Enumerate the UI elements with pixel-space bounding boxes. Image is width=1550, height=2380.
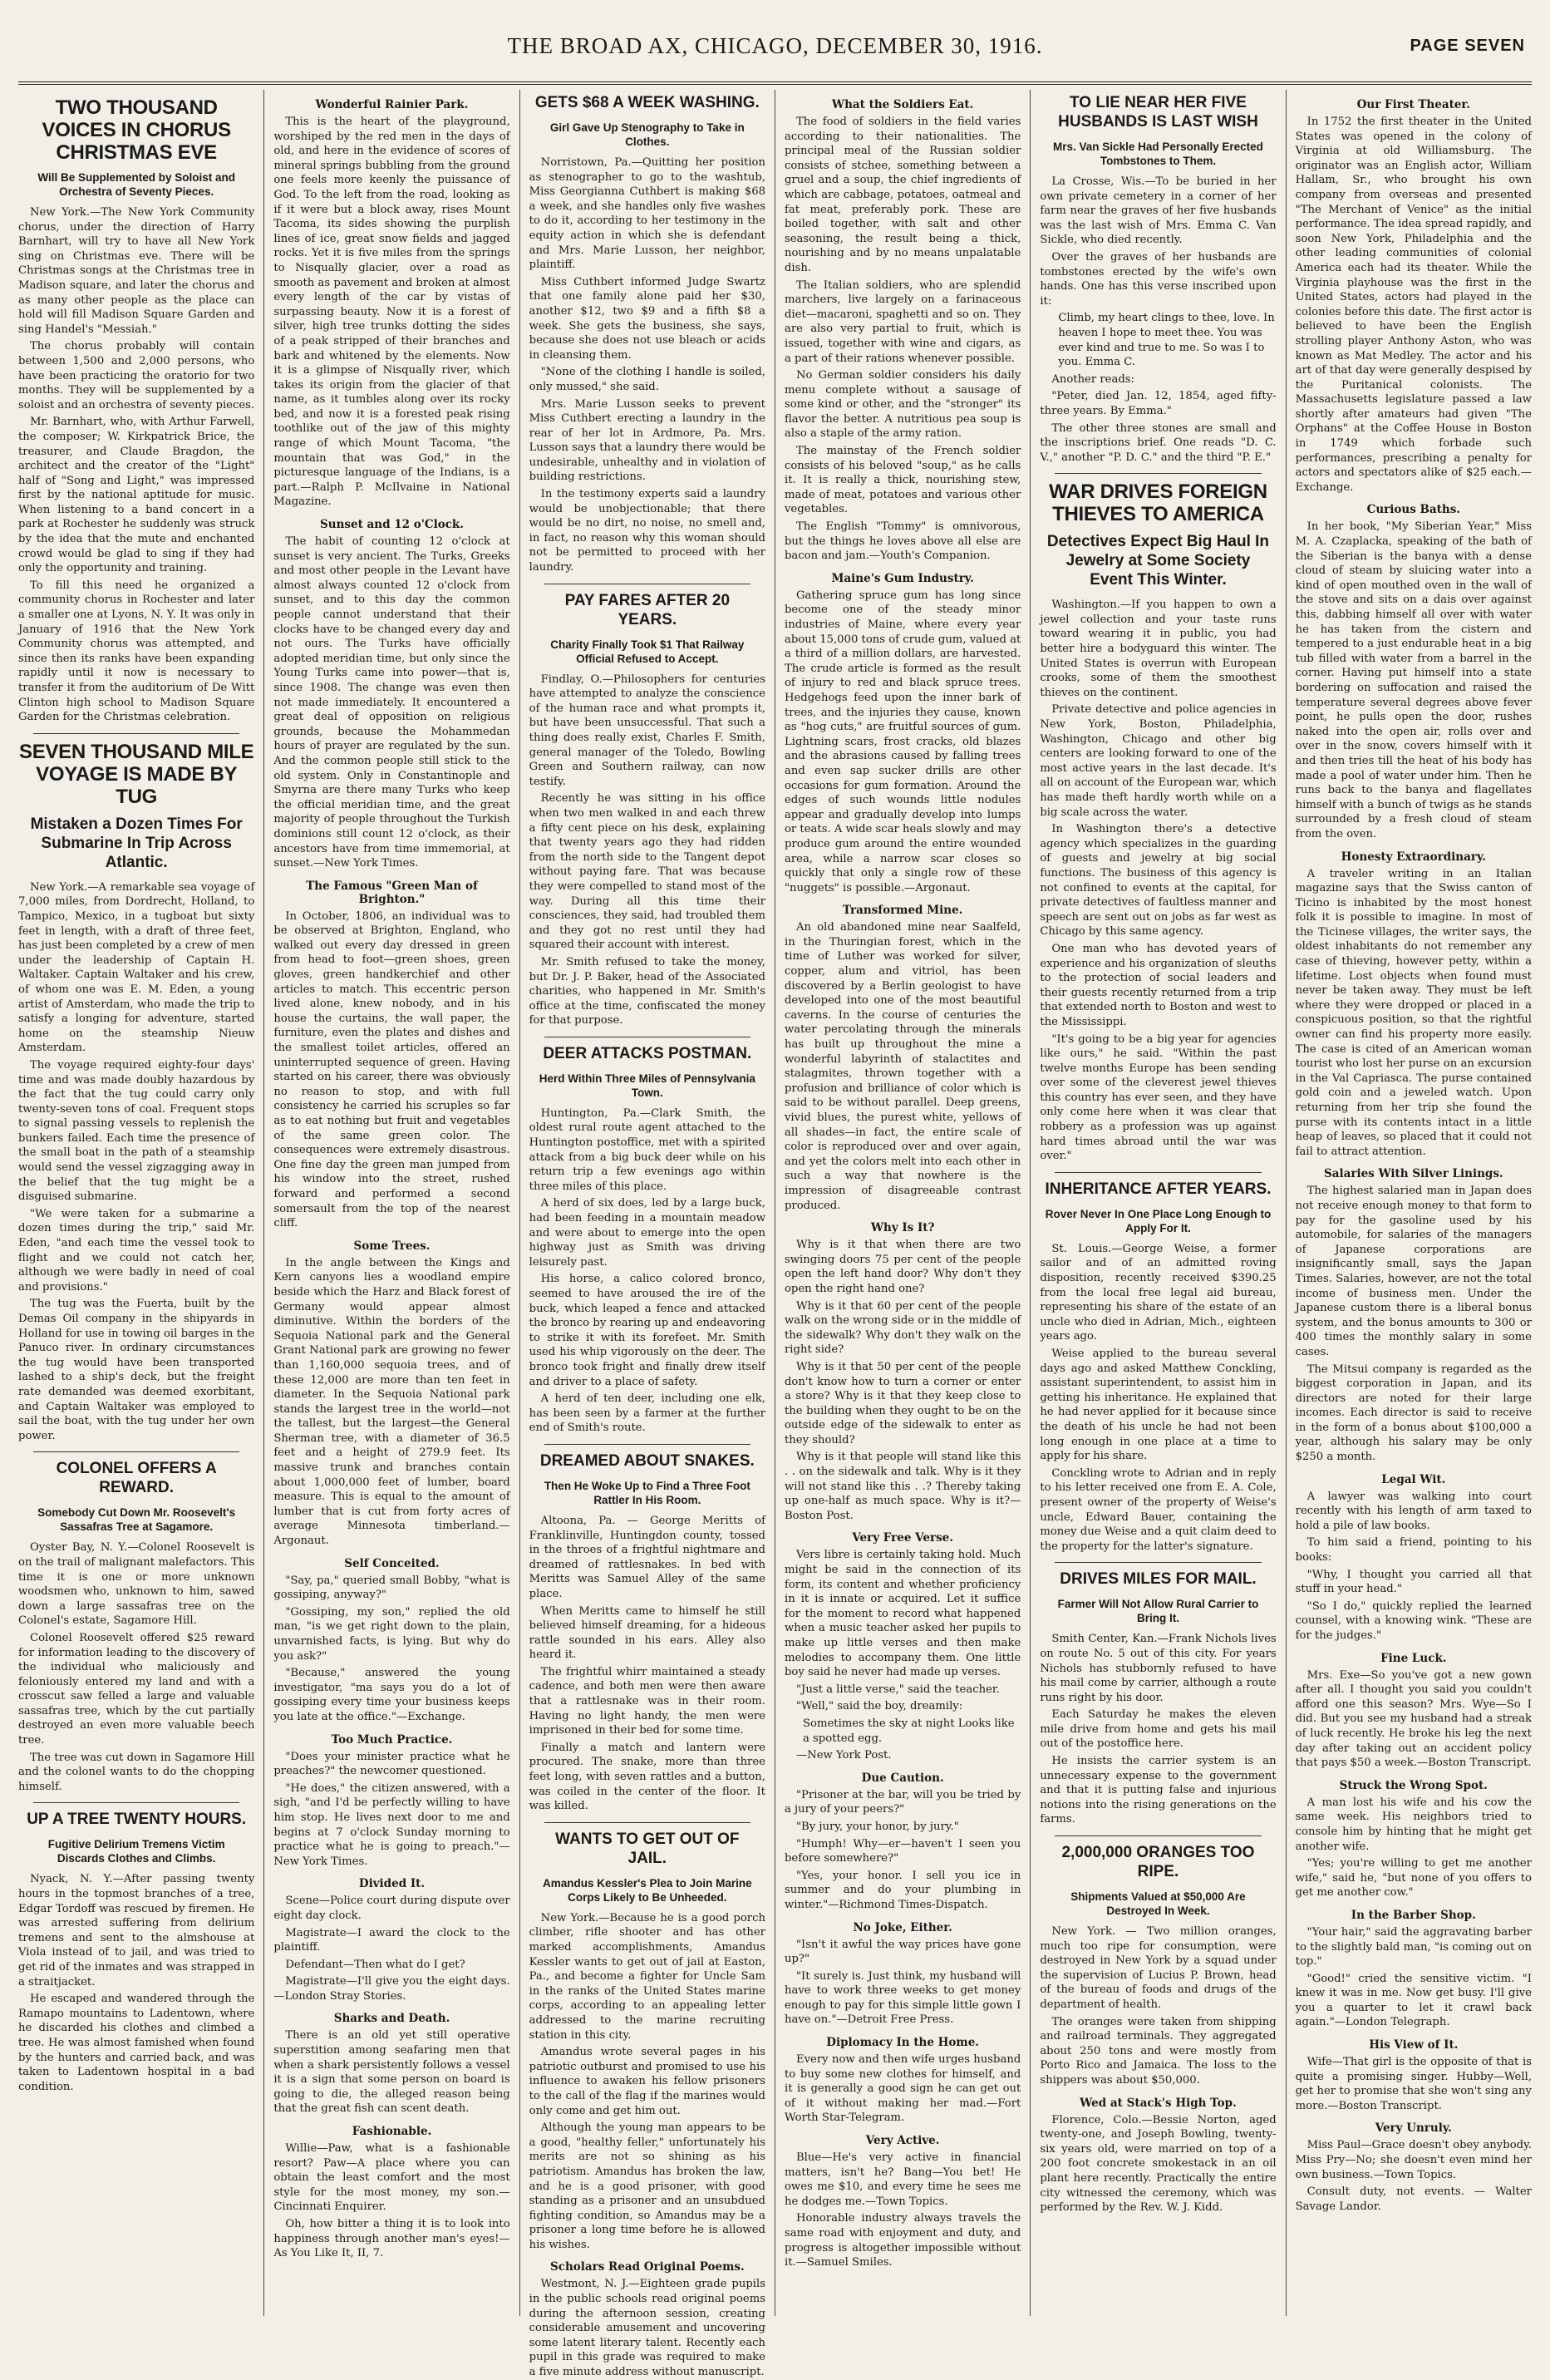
paragraph: "Yes; you're willing to get me another wife," said he, "but none of you offers to get me another cow." [1295, 1857, 1532, 1900]
paragraph: Why is it that 60 per cent of the people walk on the wrong side or in the middle of the sidewalk? Why don't they walk on the right side? [784, 1299, 1021, 1357]
paragraph: Defendant—Then what do I get? [285, 1958, 465, 1971]
paragraph: Washington.—If you happen to own a jewel collection and your taste runs toward wearing it in public, you had better hire a bodyguard this winter. The United States is overrun with European crooks, some of them the smoothest thieves on the continent. [1040, 599, 1277, 699]
paragraph: Smith Center, Kan.—Frank Nichols lives on route No. 5 out of this city. For years Nichols has stubbornly refused to have his mail come by carrier, although a route runs right by his door. [1040, 1633, 1277, 1704]
item-title: Very Active. [865, 2134, 940, 2148]
headline: SEVEN THOUSAND MILE VOYAGE IS MADE BY TUG [19, 740, 254, 808]
paragraph: "Humph! Why—er—haven't I seen you before somewhere?" [784, 1837, 1021, 1865]
column-5 [1030, 90, 1285, 2316]
subheadline: Fugitive Delirium Tremens Victim Discards Clothes and Climbs. [47, 1838, 225, 1865]
item-title: Honesty Extraordinary. [1341, 850, 1486, 864]
masthead-title: THE BROAD AX, CHICAGO, DECEMBER 30, 1916. [507, 33, 1043, 58]
paragraph: Mr. Barnhart, who, with Arthur Farwell, the composer; W. Kirkpatrick Brice, the treasurer, and Claude Bragdon, the architect and the creator of the "Light" half of "Song and Light," was impressed first by the national aptitude for music. When listening to a band concert in a park at Rochester he suddenly was struck by the idea that the mute and enchanted crowd would be glad to sing if they had only the opportunity and training. [18, 416, 255, 575]
item-title: In the Barber Shop. [1351, 1908, 1476, 1922]
item-title: Curious Baths. [1366, 503, 1461, 517]
columns [18, 90, 1532, 2379]
item-title: Transformed Mine. [842, 904, 963, 918]
paragraph: "Does your minister practice what he preaches?" the newcomer questioned. [273, 1750, 510, 1778]
item-title: Why Is It? [870, 1221, 935, 1235]
paragraph: Why is it that when there are two swinging doors 75 per cent of the people open the left hand door? Why don't they open the right hand one? [784, 1239, 1021, 1295]
paragraph: The oranges were taken from shipping and railroad terminals. They aggregated about 250 tons and were mostly from Porto Rico and Jamaica. The loss to the shippers was about $50,000. [1040, 2015, 1277, 2087]
column-rule [1055, 1562, 1261, 1563]
paragraph: Magistrate—I award the clock to the plaintiff. [273, 1926, 510, 1954]
item-title: Our First Theater. [1356, 98, 1470, 111]
headline: WANTS TO GET OUT OF JAIL. [555, 1830, 740, 1867]
subheadline: Shipments Valued at $50,000 Are Destroyed In Week. [1070, 1890, 1246, 1918]
item-title: What the Soldiers Eat. [831, 98, 974, 111]
subheadline: Mrs. Van Sickle Had Personally Erected Tombstones to Them. [1053, 140, 1263, 167]
paragraph: A herd of ten deer, including one elk, has been seen by a farmer at the further end of Smith's route. [529, 1392, 765, 1435]
item-title: No Joke, Either. [853, 1920, 952, 1934]
paragraph: "None of the clothing I handle is soiled, only mussed," she said. [529, 366, 765, 393]
subheadline: Somebody Cut Down Mr. Roosevelt's Sassafras Tree at Sagamore. [37, 1506, 236, 1534]
paragraph: Private detective and police agencies in New York, Boston, Philadelphia, Washington, Chicago and other big centers are looking forward to one of the most active years in the last decade. It's all on account of the European war, which has made theft hardly worth while on a big scale across the water. [1040, 703, 1277, 819]
paragraph: —New York Post. [795, 1749, 892, 1762]
paragraph: Oh, how bitter a thing it is to look into happiness through another man's eyes!—As You Like It, II, 7. [273, 2218, 510, 2260]
paragraph: The habit of counting 12 o'clock at sunset is very ancient. The Turks, Greeks and most other people in the Levant have almost always counted 12 o'clock from sunset, and to this day the common people cannot understand that their clocks have to be changed every day and not ours. The Turks have officially adopted meridian time, but only since the Young Turks came into power—that is, since 1908. The change was even then not made immediately. It encountered a great deal of opposition on religious grounds, because the Mohammedan hours of prayer are regulated by the sun. And the common people still stick to the old system. Only in Constantinople and Smyrna are there many Turks who keep the official meridian time, and the great majority of people throughout the Turkish dominions still count 12 o'clock, as their ancestors have from time immemorial, at sunset.—New York Times. [273, 535, 510, 870]
item-title: Wed at Stack's High Top. [1080, 2096, 1237, 2110]
paragraph: Vers libre is certainly taking hold. Much might be said in the connection of its form, its content and whether proficiency in it is innate or acquired. Let it suffice for the moment to record what happened when a music teacher asked her pupils to make up little verses and then make melodies to accompany them. One little boy said he never had made up verses. [784, 1549, 1021, 1679]
paragraph: Each Saturday he makes the eleven mile drive from home and gets his mail out of the postoffice here. [1040, 1708, 1277, 1751]
column-rule [544, 1822, 750, 1823]
column-6 [1286, 90, 1532, 2316]
subheadline: Will Be Supplemented by Soloist and Orchestra of Seventy Pieces. [37, 171, 235, 198]
item-title: Maine's Gum Industry. [831, 571, 974, 585]
paragraph: His horse, a calico colored bronco, seemed to have aroused the ire of the buck, which leaped a fence and attacked the bronco by rearing up and endeavoring to strike it with its forefeet. Mr. Smith used his whip vigorously on the deer. The bronco took fright and finally drew itself and driver to a place of safety. [529, 1273, 765, 1388]
paragraph: The tree was cut down in Sagamore Hill and the colonel wants to do the chopping himself. [18, 1751, 255, 1793]
paragraph: This is the heart of the playground, worshiped by the red men in the days of old, and here in the evidence of scores of mineral springs bubbling from the ground one feels more keenly the puissance of God. To the left from the road, looking as if it were but a block away, rises Mount Tacoma, its sides showing the purplish lines of ice, great snow fields and jagged rocks. Yet it is five miles from the springs to Nisqually glacier, over a road as smooth as pavement and broken at almost every length of the car by vistas of surpassing beauty. Now it is a forest of silver, high tree trunks dotting the sides of a peak stripped of their branches and bark and whitened by the elements. Now it is a glimpse of Nisqually river, which takes its origin from the glacier of that name, as it tumbles along over its rocky bed, and now it is a forested peak rising toothlike out of the jaw of this mighty range of which Mount Tacoma, "the mountain that was God," in the picturesque language of the Indians, is a part.—Ralph P. McIlvaine in National Magazine. [273, 116, 510, 509]
paragraph: "Prisoner at the bar, will you be tried by a jury of your peers?" [784, 1788, 1021, 1816]
subheadline: Herd Within Three Miles of Pennsylvania Town. [539, 1072, 755, 1099]
paragraph: Blue—He's very active in financial matters, isn't he? Bang—You bet! He owes me $10, and every time he sees me he dodges me.—Town Topics. [784, 2151, 1021, 2208]
headline: DREAMED ABOUT SNAKES. [539, 1451, 755, 1470]
paragraph: One man who has devoted years of experience and his organization of sleuths to the protection of social leaders and their guests recently returned from a trip that extended north to Boston and west to the Mississippi. [1040, 942, 1277, 1028]
paragraph: Westmont, N. J.—Eighteen grade pupils in the public schools read original poems during the afternoon session, creating considerable amusement and uncovering some latent literary talent. Recently each pupil in this grade was required to make a five minute address without manuscript. [529, 2278, 765, 2379]
paragraph: Mr. Smith refused to take the money, but Dr. J. P. Baker, head of the Associated charities, who happened in Mr. Smith's office at the time, confiscated the money for that purpose. [529, 955, 765, 1027]
subheadline: Mistaken a Dozen Times For Submarine In Trip Across Atlantic. [30, 815, 243, 871]
item-title: Some Trees. [353, 1239, 431, 1253]
paragraph: In her book, "My Siberian Year," Miss M. A. Czaplacka, speaking of the bath of the Siberian is the banya with a dense cloud of steam by sluicing water into a kind of open mouthed oven in the wall of the stove and sits on a dais over against this, dabbing himself all over with water he has taken from the cistern and tempered to a just endurable heat in a big tub filled with water from a barrel in the corner. Having put himself into a state bordering on suffocation and raised the temperature several degrees above fever point, he pulls open the door, rushes naked into the open air, rolls over and over in the snow, covers himself with it and then tries till the heat of his body has made a pool of water under him. Then he runs back to the banya and flagellates himself with a bunch of twigs as he stands surrounded by a fresh cloud of steam from the oven. [1295, 520, 1532, 840]
column-2 [263, 90, 519, 2316]
subheadline: Girl Gave Up Stenography to Take in Clothes. [549, 121, 745, 148]
paragraph: Honorable industry always travels the same road with enjoyment and duty, and progress is altogether impossible without it.—Samuel Smiles. [784, 2212, 1021, 2269]
paragraph: Consult duty, not events. — Walter Savage Landor. [1295, 2185, 1532, 2213]
subheadline: Farmer Will Not Allow Rural Carrier to Bring It. [1057, 1598, 1259, 1625]
paragraph: Amandus wrote several pages in his patriotic outburst and promised to use his influence to awaken his fellow prisoners to the call of the flag if the marines would only come and get him out. [529, 2046, 765, 2117]
paragraph: "Say, pa," queried small Bobby, "what is gossiping, anyway?" [273, 1574, 510, 1602]
paragraph: The mainstay of the French soldier consists of his beloved "soup," as he calls it. It is really a thick, nourishing stew, made of meat, potatoes and various other vegetables. [784, 445, 1021, 516]
verse: Sometimes the sky at night Looks like a spotted egg. [802, 1717, 1015, 1745]
headline: TO LIE NEAR HER FIVE HUSBANDS IS LAST WISH [1058, 94, 1258, 131]
paragraph: Although the young man appears to be a good, "healthy feller," unfortunately his merits are not so shining as his patriotism. Amandus has broken the law, and he is a good prisoner, with good standing as a prisoner and an unsubdued fighting condition, so Amandus may be a prisoner a long time before he is allowed his wishes. [529, 2121, 765, 2251]
paragraph: The voyage required eighty-four days' time and was made doubly hazardous by the fact that the tug could carry only twenty-seven tons of coal. Frequent stops to signal passing vessels to replenish the bunkers failed. Each time the presence of the small boat in the path of a steamship would send the vessel zigzagging away in the belief that the tug might be a disguised submarine. [18, 1058, 255, 1204]
paragraph: The highest salaried man in Japan does not receive enough money to that form to pay for the gasoline used by his automobile, for salaries of the managers of Japanese corporations are insignificantly small, says the Japan Times. Salaries, however, are not the total income of business men. Under the Japanese custom there is a liberal bonus system, and the bonus amounts to 300 or 400 times the monthly salary in some cases. [1295, 1185, 1532, 1358]
paragraph: Altoona, Pa. — George Meritts of Franklinville, Huntingdon county, tossed in the throes of a frightful nightmare and dreamed of rattlesnakes. In bed with Meritts was Samuel Alley of the same place. [529, 1514, 765, 1600]
paragraph: Norristown, Pa.—Quitting her position as stenographer to go to the washtub, Miss Georgianna Cuthbert is making $68 a week, and she handles only five washes to do it, according to her testimony in the equity action in which she is defendant and Mrs. Marie Lusson, her neighbor, plaintiff. [529, 156, 765, 272]
paragraph: St. Louis.—George Weise, a former sailor and of an admitted roving disposition, recently received $390.25 from the local free legal aid bureau, representing his share of the estate of an uncle who died in Adrian, Mich., eighteen years ago. [1040, 1242, 1277, 1343]
paragraph: Mrs. Exe—So you've got a new gown after all. I thought you said you couldn't afford one this season? Mrs. Wye—So I did. But you see my husband had a streak of luck recently. He broke his leg the next day after taking out an accident policy that pays $50 a week.—Boston Transcript. [1295, 1668, 1532, 1770]
subheadline: Amandus Kessler's Plea to Join Marine Corps Likely to Be Unheeded. [543, 1876, 752, 1904]
paragraph: "It's going to be a big year for agencies like ours," he said. "Within the past twelve months Europe has been sending over some of the cleverest jewel thieves this country has ever seen, and they have only come here when it was clear that robbery as a profession was up against hard times abroad until the war was over." [1040, 1032, 1277, 1163]
paragraph: New York. — Two million oranges, much too ripe for consumption, were destroyed in New York by a squad under the supervision of Lucius P. Brown, head of the bureau of foods and drugs of the department of health. [1040, 1925, 1277, 2011]
paragraph: New York.—A remarkable sea voyage of 7,000 miles, from Dordrecht, Holland, to Tampico, Mexico, in a tugboat but sixty feet in length, with a draft of three feet, has just been completed by a crew of men under the leadership of Captain H. Waltaker. Captain Waltaker and his crew, of whom one was E. M. Eden, a young artist of Amsterdam, who made the trip to satisfy a longing for adventure, started home on the steamship Nieuw Amsterdam. [18, 880, 255, 1055]
paragraph: New York.—The New York Community chorus, under the direction of Harry Barnhart, will try to have all New York sing on Christmas eve. There will be Christmas songs at the Christmas tree in Madison square, and later the chorus and as many other people as the place can hold will fill Madison Square Garden and sing Handel's "Messiah." [18, 206, 255, 336]
paragraph: Colonel Roosevelt offered $25 reward for information leading to the discovery of the individual who maliciously and feloniously entered my land and with a crosscut saw felled a large and valuable sassafras tree, which by the cut partially destroyed an even more valuable beech tree. [18, 1631, 255, 1747]
paragraph: Every now and then wife urges husband to buy some new clothes for himself, and it is generally a good sign he can get out of it without making her mad.—Fort Worth Star-Telegram. [784, 2053, 1021, 2125]
paragraph: Why is it that 50 per cent of the people don't know how to turn a corner or enter a store? Why is it that they keep close to the building when they ought to be on the outside edge of the sidewalk to enter as they should? [784, 1360, 1021, 1446]
paragraph: The other three stones are small and the inscriptions brief. One reads "D. C. V.," another "P. D. C." and the third "P. E." [1040, 421, 1277, 464]
item-title: Self Conceited. [344, 1556, 440, 1570]
item-title: Sunset and 12 o'Clock. [320, 518, 464, 532]
paragraph: The tug was the Fuerta, built by the Demas Oil company in the shipyards in Holland for use in towing oil barges in the Panuco river. In ordinary circumstances the tug would have been transported lashed to a ship's deck, but the freight rate demanded was deemed exorbitant, and Captain Waltaker was employed to sail the boat, with the tug under her own power. [18, 1298, 255, 1442]
paragraph: Oyster Bay, N. Y.—Colonel Roosevelt is on the trail of malignant malefactors. This time it is one or more unknown woodsmen who, unknown to him, sawed down a large sassafras tree on the Colonel's estate, Sagamore Hill. [18, 1541, 255, 1628]
verse: Climb, my heart clings to thee, love. In heaven I hope to meet thee. You was ever kind and true to me. So was I to you. Emma C. [1058, 312, 1275, 369]
column-rule [1055, 1172, 1261, 1173]
paragraph: In the angle between the Kings and Kern canyons lies a woodland empire beside which the Harz and Black forest of Germany would appear almost diminutive. Within the borders of the Sequoia National park and the General Grant National park are growing no fewer than 1,160,000 sequoia trees, and of these 12,000 are more than ten feet in diameter. In the Sequoia National park stands the largest tree in the world—not the tallest, but the largest—the General Sherman tree, with a diameter of 36.5 feet and a height of 279.9 feet. Its massive trunk and branches contain about 1,000,000 feet of lumber, board measure. This is equal to the amount of lumber that is cut from forty acres of average Minnesota timberland.—Argonaut. [273, 1256, 510, 1548]
paragraph: Gathering spruce gum has long since become one of the steady minor industries of Maine, where every year about 15,000 tons of crude gum, valued at a third of a million dollars, are harvested. The crude article is formed as the result of injury to red and black spruce trees. Hedgehogs feed upon the inner bark of trees, and the injuries they cause, known as "hog cuts," are fruitful sources of gum. Lightning scars, frost cracks, old blazes and the abrasions caused by falling trees and even sap sucker drills are other occasions for gum formation. Around the edges of such wounds little nodules appear and gradually develop into lumps or teats. A wide scar heals slowly and may produce gum around the entire wounded area, while a narrow scar closes so quickly that only a single row of these "nuggets" is possible.—Argonaut. [784, 589, 1021, 894]
paragraph: New York.—Because he is a good porch climber, rifle shooter and has other marked accomplishments, Amandus Kessler wants to get out of jail at Easton, Pa., and become a fighter for Uncle Sam in the ranks of the United States marine corps, according to an appealing letter addressed to the marine recruiting station in this city. [529, 1911, 765, 2042]
paragraph: An old abandoned mine near Saalfeld, in the Thuringian forest, which in the time of Luther was worked for silver, copper, alum and vitriol, has been discovered by a Berlin geologist to have developed into one of the most beautiful caverns. In the course of centuries the water percolating through the minerals has built up throughout the mine a wonderful labyrinth of stalactites and stalagmites, thrown together with a profusion and brilliance of color which is said to be without parallel. Deep greens, vivid blues, the purest white, yellows of all shades—in fact, the entire scale of color is reproduced over and over again, and yet the colors melt into each other in such a way that nowhere is the impression of disagreeable contrast produced. [784, 921, 1021, 1212]
paragraph: "Why, I thought you carried all that stuff in your head." [1295, 1568, 1532, 1596]
item-title: Fine Luck. [1380, 1651, 1447, 1665]
column-rule [1055, 473, 1261, 474]
paragraph: There is an old yet still operative superstition among seafaring men that when a shark persistently follows a vessel it is a sign that some person on board is going to die, the alleged reason being that the great fish can scent death. [273, 2029, 510, 2116]
paragraph: Wife—That girl is the opposite of that is quite a promising singer. Hubby—Well, get her to promise that she won't sing any more.—Boston Transcript. [1295, 2056, 1532, 2112]
headline: COLONEL OFFERS A REWARD. [56, 1460, 217, 1497]
paragraph: The frightful whirr maintained a steady cadence, and both men were then aware that a rattlesnake was in their room. Having no light handy, the men were imprisoned in their bed for some time. [529, 1665, 765, 1737]
paragraph: "Gossiping, my son," replied the old man, "is we get right down to the plain, unvarnished facts, is lying. But why do you ask?" [273, 1605, 510, 1663]
column-rule [33, 1802, 239, 1803]
item-title: Due Caution. [861, 1771, 944, 1785]
column-1 [18, 90, 263, 2316]
item-title: Very Free Verse. [852, 1531, 953, 1545]
paragraph: Willie—Paw, what is a fashionable resort? Paw—A place where you can obtain the least comfort and the most style for the most money, my son.—Cincinnati Enquirer. [273, 2142, 510, 2214]
paragraph: Huntington, Pa.—Clark Smith, the oldest rural route agent attached to the Huntington postoffice, met with a spirited attack from a big buck deer while on his return trip a few evenings ago within three miles of this place. [529, 1106, 765, 1193]
paragraph: The Mitsui company is regarded as the biggest corporation in Japan, and its directors are noted for their large incomes. Each director is said to receive in the form of a bonus about $100,000 a year, although his salary may be only $250 a month. [1295, 1362, 1532, 1464]
paragraph: "We were taken for a submarine a dozen times during the trip," said Mr. Eden, "and each time the vessel took to flight and we could not catch her, although we were badly in need of coal and provisions." [18, 1207, 255, 1293]
item-title: Very Unruly. [1375, 2121, 1452, 2136]
masthead [18, 15, 1532, 85]
paragraph: Weise applied to the bureau several days ago and asked Matthew Conckling, assistant superintendent, to assist him in getting his inheritance. He explained that he had never applied for it because since the death of his uncle he had not been long enough in one place at a time to apply for his share. [1040, 1348, 1277, 1463]
item-title: Wonderful Rainier Park. [315, 98, 469, 111]
item-title: Too Much Practice. [331, 1732, 453, 1747]
paragraph: A herd of six does, led by a large buck, had been feeding in a mountain meadow and were about to emerge into the open highway just as Smith was driving leisurely past. [529, 1197, 765, 1269]
paragraph: Nyack, N. Y.—After passing twenty hours in the topmost branches of a tree, Edgar Tordoff was rescued by firemen. He was arrested suffering from delirium tremens and sent to the almshouse at Viola instead of to jail, and was tried to get rid of the inmates and was strapped in a straitjacket. [18, 1873, 255, 1988]
paragraph: Recently he was sitting in his office when two men walked in and each threw a fifty cent piece on his desk, explaining that twenty years ago they had ridden from the north side to the Tangent depot without paying fare. That was because they were compelled to stand most of the way. During all this time their consciences, they said, had troubled them and they got no rest until they had squared their account with interest. [529, 792, 765, 952]
paragraph: Scene—Police court during dispute over eight day clock. [273, 1895, 510, 1922]
paragraph: A traveler writing in an Italian magazine says that the Swiss canton of Ticino is inhabited by the most honest folk it is possible to imagine. In most of the Ticinese villages, the writer says, the oldest inhabitants do not remember any case of thieving, however petty, within a lifetime. Lost objects when found must never be taken away. They must be left where they were dropped or placed in a conspicuous position, so that the rightful owner can find his property more easily. The case is cited of an American woman tourist who lost her purse on an excursion in the Val Capriasca. The purse contained gold coin and a jeweled watch. Upon returning from her trip she found the purse with its contents intact in a little heap of leaves, so placed that it could not fail to attract attention. [1295, 867, 1532, 1158]
subheadline: Rover Never In One Place Long Enough to Apply For It. [1045, 1207, 1272, 1234]
headline: WAR DRIVES FOREIGN THIEVES TO AMERICA [1049, 480, 1267, 526]
item-title: Fashionable. [352, 2125, 432, 2139]
paragraph: To fill this need he organized a community chorus in Rochester and later a smaller one at Lyons, N. Y. It was only in January of 1916 that the New York Community chorus was attempted, and since then its ranks have been expanding rapidly until it now is necessary to transfer it from the auditorium of De Witt Clinton high school to Madison Square Garden for the Christmas celebration. [18, 579, 255, 724]
paragraph: "He does," the citizen answered, with a sigh, "and I'd be perfectly willing to have him stop. He lives next door to me and begins at 7 o'clock Sunday morning to practice what he is going to preach."—New York Times. [273, 1781, 510, 1868]
paragraph: In Washington there's a detective agency which specializes in the guarding of guests and jewelry at big social functions. The business of this agency is not confined to events at the capital, for private detectives of faultless manner and speech are sent out on jobs as far west as Chicago by this same agency. [1040, 823, 1277, 939]
headline: TWO THOUSAND VOICES IN CHORUS CHRISTMAS EVE [42, 96, 231, 164]
column-4 [775, 90, 1030, 2316]
paragraph: "Yes, your honor. I sell you ice in summer and do your plumbing in winter."—Richmond Times-Dispatch. [784, 1869, 1021, 1911]
paragraph: Findlay, O.—Philosophers for centuries have attempted to analyze the conscience of the human race and what prompts it, but have been unsuccessful. That such a thing does really exist, Charles F. Smith, general manager of the Toledo, Bowling Green and Southern railway, can now testify. [529, 673, 765, 788]
item-title: Diplomacy In the Home. [826, 2036, 979, 2050]
subheadline: Then He Woke Up to Find a Three Foot Rattler In His Room. [544, 1479, 750, 1506]
paragraph: "It surely is. Just think, my husband will have to work three weeks to get money enough to pay for this simple little gown I have on."—Detroit Free Press. [784, 1969, 1021, 2027]
paragraph: In 1752 the first theater in the United States was opened in the colony of Virginia at old Williamsburg. The originator was an English actor, William Hallam, Sr., who brought his own company from overseas and presented "The Merchant of Venice" as the initial performance. The idea spread rapidly, and soon New York, Philadelphia and the other leading communities of colonial America each had its theater. While the Virginia playhouse was the first in the United States, actors had played in the colonies before this date. The first actor is believed to have been the English strolling player Anthony Aston, who was known as Mat Medley. The actor and his art of that day were generally despised by the Puritanical colonists. The Massachusetts legislature passed a law shortly after amateurs had given "The Orphans" at the Coffee House in Boston in 1749 which forbade such performances, prescribing a penalty for actors and spectators alike of $25 each.—Exchange. [1295, 116, 1532, 494]
paragraph: "Good!" cried the sensitive victim. "I knew it was in me. Now get busy. I'll give you a quarter to let it crawl back again."—London Telegraph. [1295, 1972, 1532, 2029]
paragraph: Mrs. Marie Lusson seeks to prevent Miss Cuthbert erecting a laundry in the rear of her lot in Ardmore, Pa. Mrs. Lusson says that a laundry there would be undesirable, unhealthy and in violation of building restrictions. [529, 397, 765, 484]
item-title: Struck the Wrong Spot. [1339, 1778, 1488, 1792]
column-rule [33, 733, 239, 734]
paragraph: Magistrate—I'll give you the eight days.—London Stray Stories. [273, 1975, 510, 2003]
paragraph: In the testimony experts said a laundry would be unobjectionable; that there would be no dirt, no noise, no smell and, in fact, no reason why this woman should not be permitted to proceed with her laundry. [529, 488, 765, 574]
paragraph: A lawyer was walking into court recently with his length of arm taxed to hold a pile of law books. [1295, 1490, 1532, 1532]
item-title: Legal Wit. [1381, 1472, 1446, 1486]
paragraph: "Because," answered the young investigator, "ma says you do a lot of gossiping every time your business keeps you late at the office."—Exchange. [273, 1667, 510, 1723]
paragraph: When Meritts came to himself he still believed himself dreaming, for a hideous rattle sounded in his ears. Alley also heard it. [529, 1604, 765, 1662]
paragraph: "Isn't it awful the way prices have gone up?" [784, 1938, 1021, 1966]
paragraph: "Peter, died Jan. 12, 1854, aged fifty-three years. By Emma." [1040, 390, 1277, 417]
paragraph: "Just a little verse," said the teacher. [795, 1683, 1000, 1696]
item-title: Salaries With Silver Linings. [1323, 1167, 1503, 1181]
headline: DRIVES MILES FOR MAIL. [1060, 1570, 1257, 1589]
paragraph: "Well," said the boy, dreamily: [795, 1700, 963, 1713]
paragraph: Over the graves of her husbands are tombstones erected by the wife's own hands. One has this verse inscribed upon it: [1040, 250, 1277, 308]
item-title: Scholars Read Original Poems. [549, 2260, 745, 2274]
paragraph: Conckling wrote to Adrian and in reply to his letter received one from E. A. Cole, present owner of the property of Weise's uncle, Edward Bauer, containing the money due Weise and a quit claim deed to the property for the latter's signature. [1040, 1466, 1277, 1553]
subheadline: Detectives Expect Big Haul In Jewelry at Some Society Event This Winter. [1046, 533, 1270, 589]
paragraph: Miss Cuthbert informed Judge Swartz that one family alone paid her $30, another $12, two $9 and a fifth $8 a week. She gets the business, she says, because she does not use bleach or acids in cleansing them. [529, 275, 765, 362]
paragraph: Miss Paul—Grace doesn't obey anybody. Miss Pry—No; she doesn't even mind her own business.—Town Topics. [1295, 2139, 1532, 2181]
paragraph: La Crosse, Wis.—To be buried in her own private cemetery in a corner of her farm near the graves of her five husbands was the last wish of Mrs. Emma C. Van Sickle, who died recently. [1040, 175, 1277, 247]
headline: PAY FARES AFTER 20 YEARS. [564, 591, 731, 628]
paragraph: No German soldier considers his daily menu complete without a sausage of some kind or other, and the "stronger" its flavor the better. A nutritious pea soup is also a staple of the army ration. [784, 369, 1021, 441]
headline: DEER ATTACKS POSTMAN. [543, 1044, 752, 1062]
item-title: Divided It. [358, 1877, 426, 1891]
paragraph: "Your hair," said the aggravating barber to the slightly bald man, "is coming out on top." [1295, 1925, 1532, 1969]
paragraph: "By jury, your honor, by jury." [795, 1820, 959, 1833]
paragraph: To him said a friend, pointing to his books: [1295, 1536, 1532, 1564]
subheadline: Charity Finally Took $1 That Railway Official Refused to Accept. [550, 638, 745, 665]
headline: 2,000,000 ORANGES TOO RIPE. [1061, 1844, 1255, 1881]
column-rule [544, 1444, 750, 1445]
item-title: The Famous "Green Man of Brighton." [306, 879, 478, 906]
paragraph: Another reads: [1051, 372, 1134, 386]
column-3 [519, 90, 775, 2379]
paragraph: A man lost his wife and his cow the same week. His neighbors tried to console him by hinting that he might get another wife. [1295, 1796, 1532, 1853]
paragraph: "So I do," quickly replied the learned counsel, with a knowing wink. "These are for the judges." [1295, 1599, 1532, 1642]
paragraph: He insists the carrier system is an unnecessary expense to the government and that it is putting false and injurious notions into the rising generations on the farms. [1040, 1755, 1277, 1826]
paragraph: The food of soldiers in the field varies according to their nationalities. The principal meal of the Russian soldier consists of stchee, something between a gruel and a soup, the chief ingredients of which are cabbage, potatoes, oatmeal and fat meat, preferably pork. These are boiled together, with salt and other seasoning, the result being a thick, nourishing and by no means unpalatable dish. [784, 116, 1021, 274]
paragraph: He escaped and wandered through the Ramapo mountains to Ladentown, where he discarded his clothes and climbed a tree. He was almost famished when found by the hunters and carried back, and was taken to Ladentown hospital in a bad condition. [18, 1993, 255, 2093]
headline: UP A TREE TWENTY HOURS. [27, 1811, 247, 1829]
headline: INHERITANCE AFTER YEARS. [1045, 1180, 1272, 1198]
item-title: His View of It. [1369, 2038, 1459, 2052]
paragraph: The English "Tommy" is omnivorous, but the things he loves above all else are bacon and jam.—Youth's Companion. [784, 520, 1021, 563]
paragraph: The chorus probably will contain between 1,500 and 2,000 persons, who have been practicing the oratorio for two months. They will be supplemented by a soloist and an orchestra of seventy pieces. [18, 340, 255, 411]
column-rule [33, 1451, 239, 1452]
paragraph: The Italian soldiers, who are splendid marchers, live largely on a farinaceous diet—macaroni, spaghetti and so on. They are also very partial to fruit, which is issued, together with wine and cigars, as a part of their rations whenever possible. [784, 278, 1021, 365]
paragraph: Florence, Colo.—Bessie Norton, aged twenty-one, and Joseph Bowling, twenty-six years old, were married on top of a 200 foot concrete smokestack in an oil plant here recently. Practically the entire city witnessed the ceremony, which was performed by the Rev. W. J. Kidd. [1040, 2113, 1277, 2215]
item-title: Sharks and Death. [333, 2012, 450, 2026]
headline: GETS $68 A WEEK WASHING. [534, 94, 760, 111]
paragraph: Why is it that people will stand like this . . on the sidewalk and talk. Why is it they will not stand like this . .? Thereby taking up one-half as much space. Why is it?—Boston Post. [784, 1451, 1021, 1522]
paragraph: In October, 1806, an individual was to be observed at Brighton, England, who walked out every day dressed in green from head to foot—green shoes, green gloves, green handkerchief and other articles to match. This eccentric person lived alone, knew nobody, and in his house the curtains, the wall paper, the furniture, even the plates and dishes and the smallest toilet articles, offered an uninterrupted sequence of green. Having started on his career, there was obviously no reason to stop, and with full consistency he carried his scruples so far as to eat nothing but fruit and vegetables of the same green color. The consequences were extremely disastrous. One fine day the green man jumped from his window into the street, rushed forward and performed a second somersault from the top of the nearest cliff. [273, 909, 510, 1230]
paragraph: Finally a match and lantern were procured. The snake, more than three feet long, with seven rattles and a button, was coiled in the center of the floor. It was killed. [529, 1741, 765, 1813]
page-number: PAGE SEVEN [1410, 37, 1525, 55]
